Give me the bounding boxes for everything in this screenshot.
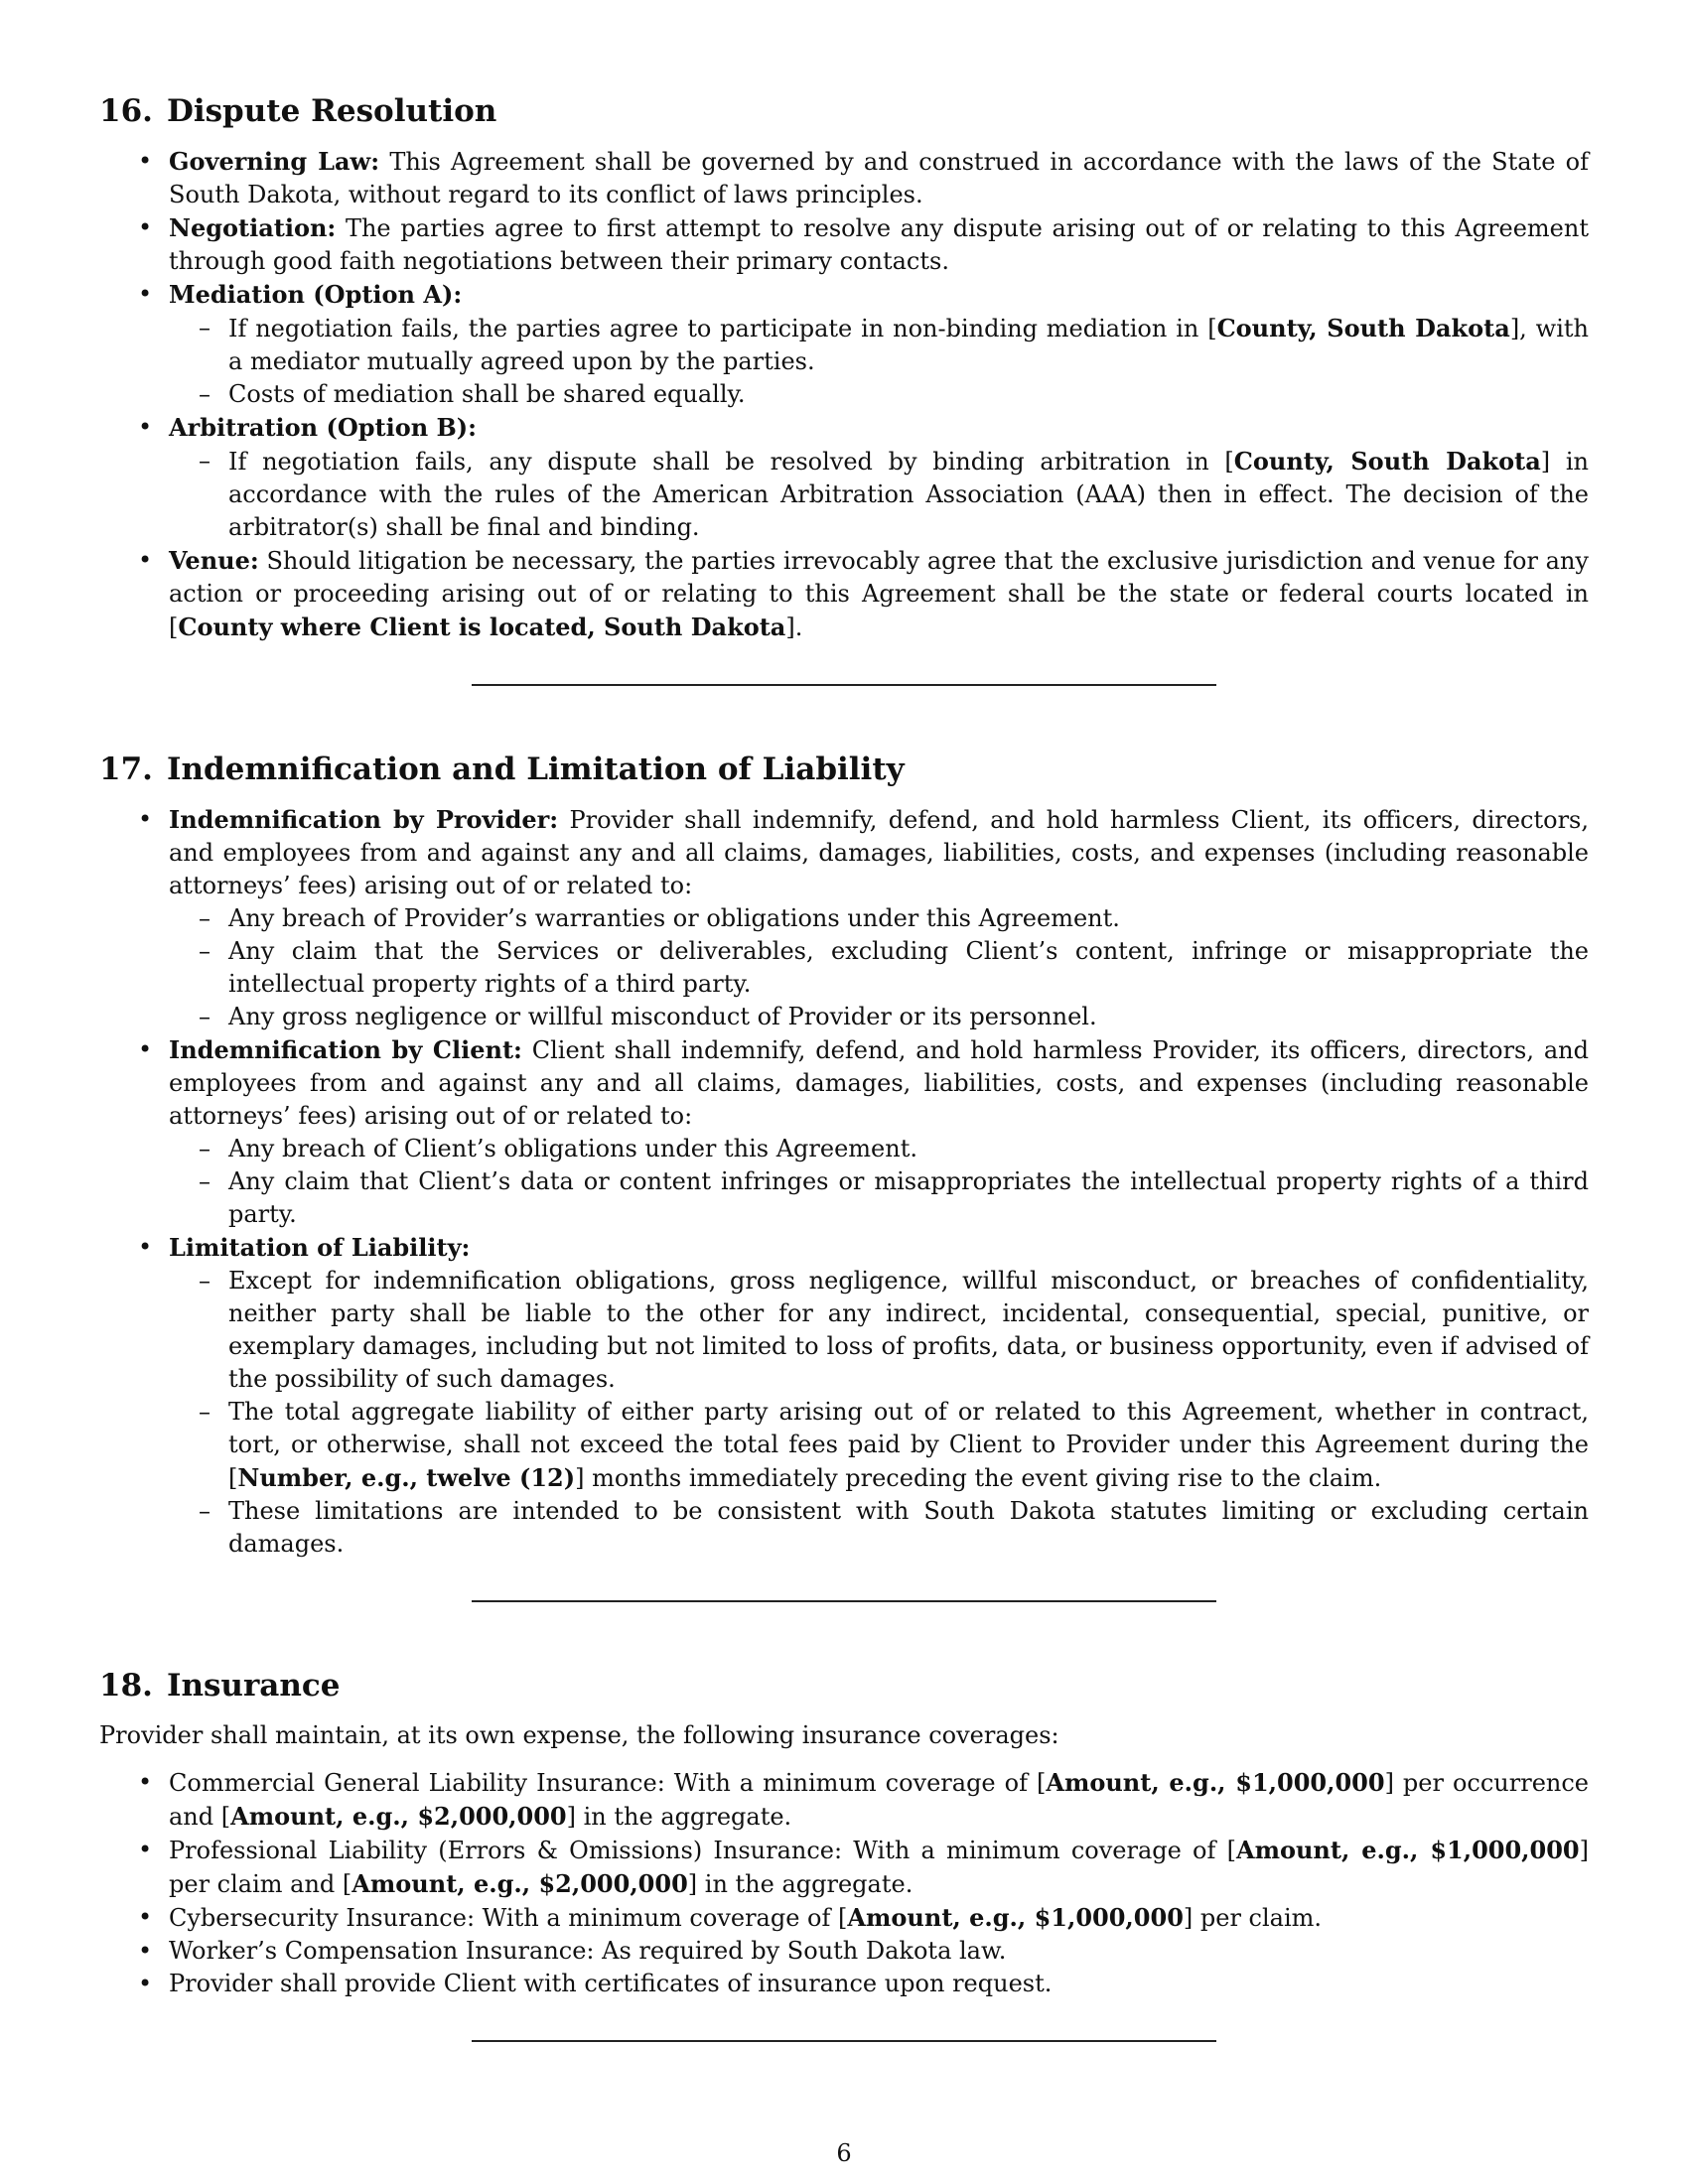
section-heading: 18. Insurance bbox=[99, 1668, 341, 1704]
sub-item: – Except for indemnification obligations, gross negligence, willful misconduct, or breaches of confidentiality, neither party shall be liable to the other for any indirect, incidental, consequential, special, punitive, or exemplary damages, including but not limited to loss of profits, data, or business opportunity, even if advised of the possibility of such damages. bbox=[169, 1265, 1589, 1396]
sub-list bbox=[169, 902, 1589, 1033]
section-divider bbox=[472, 684, 1216, 686]
section-intro: Provider shall maintain, at its own expense, the following insurance coverages: bbox=[99, 1721, 1059, 1749]
section-indemnification bbox=[99, 750, 1589, 1561]
section-dispute-resolution bbox=[99, 91, 1589, 644]
sub-list bbox=[169, 445, 1589, 544]
list-item-cgl-insurance: • Commercial General Liability Insurance: With a minimum coverage of [Amount, e.g., $1,000,000] per occurrence and [Amount, e.g., $2,000,000] in the aggregate. bbox=[99, 1766, 1589, 1834]
sub-list bbox=[169, 1265, 1589, 1561]
section-heading: 16. Dispute Resolution bbox=[99, 93, 497, 129]
list-item-indemnification-provider: • Indemnification by Provider: Provider shall indemnify, defend, and hold harmless Client, its officers, directors, and employees from and against any and all claims, damages, liabilities, costs, and expenses (including reasonable attorneys’ fees) arising out of or related to: – Any breach of Provider’s warranties or obligations under this Agreement. – Any claim that the Services or deliverables, excluding Client’s content, infringe or misappropriate the intellectual property rights of a third party. – Any gross negligence or willful misconduct of Provider or its personnel. bbox=[99, 803, 1589, 1033]
list-item-cybersecurity-insurance: • Cybersecurity Insurance: With a minimum coverage of [Amount, e.g., $1,000,000] per claim. bbox=[99, 1901, 1589, 1935]
sub-item: – Costs of mediation shall be shared equally. bbox=[169, 378, 1589, 411]
bullet-list bbox=[99, 803, 1589, 1561]
section-insurance bbox=[99, 1666, 1589, 2000]
list-item-venue: • Venue: Should litigation be necessary, the parties irrevocably agree that the exclusive jurisdiction and venue for any action or proceeding arising out of or relating to this Agreement shall be the state or federal courts located in [County where Client is located, South Dakota]. bbox=[99, 544, 1589, 644]
sub-item: – If negotiation fails, any dispute shall be resolved by binding arbitration in [County, South Dakota] in accordance with the rules of the American Arbitration Association (AAA) then in effect. The decision of the arbitrator(s) shall be final and binding. bbox=[169, 445, 1589, 544]
page-number: 6 bbox=[836, 2139, 852, 2167]
list-item-arbitration: • Arbitration (Option B): – If negotiation fails, any dispute shall be resolved by binding arbitration in [County, South Dakota] in accordance with the rules of the American Arbitration Association (AAA) then in effect. The decision of the arbitrator(s) shall be final and binding. bbox=[99, 411, 1589, 544]
sub-item: – If negotiation fails, the parties agree to participate in non-binding mediation in [County, South Dakota], with a mediator mutually agreed upon by the parties. bbox=[169, 312, 1589, 378]
sub-item: – Any breach of Provider’s warranties or obligations under this Agreement. bbox=[169, 902, 1589, 935]
list-item-negotiation: • Negotiation: The parties agree to first attempt to resolve any dispute arising out of or relating to this Agreement through good faith negotiations between their primary contacts. bbox=[99, 211, 1589, 278]
sub-item: – The total aggregate liability of either party arising out of or related to this Agreement, whether in contract, tort, or otherwise, shall not exceed the total fees paid by Client to Provider under this Agreement during the [Number, e.g., twelve (12)] months immediately preceding the event giving rise to the claim. bbox=[169, 1396, 1589, 1495]
list-item-limitation-of-liability: • Limitation of Liability: – Except for indemnification obligations, gross negligence, willful misconduct, or breaches of confidentiality, neither party shall be liable to the other for any indirect, incidental, consequential, special, punitive, or exemplary damages, including but not limited to loss of profits, data, or business opportunity, even if advised of the possibility of such damages. – The total aggregate liability of either party arising out of or related to this Agreement, whether in contract, tort, or otherwise, shall not exceed the total fees paid by Client to Provider under this Agreement during the [Number, e.g., twelve (12)] months immediately preceding the event giving rise to the claim. – These limitations are intended to be consistent with South Dakota statutes limiting or excluding certain damages. bbox=[99, 1231, 1589, 1561]
sub-list bbox=[169, 312, 1589, 411]
section-heading: 17. Indemnification and Limitation of Liability bbox=[99, 751, 905, 787]
list-item-mediation: • Mediation (Option A): – If negotiation fails, the parties agree to participate in non-binding mediation in [County, South Dakota], with a mediator mutually agreed upon by the parties. – Costs of mediation shall be shared equally. bbox=[99, 278, 1589, 411]
list-item-governing-law: • Governing Law: This Agreement shall be governed by and construed in accordance with the laws of the State of South Dakota, without regard to its conflict of laws principles. bbox=[99, 145, 1589, 211]
list-item-certificates: • Provider shall provide Client with certificates of insurance upon request. bbox=[99, 1968, 1589, 2000]
sub-item: – Any claim that the Services or deliverables, excluding Client’s content, infringe or misappropriate the intellectual property rights of a third party. bbox=[169, 935, 1589, 1001]
list-item-workers-compensation: • Worker’s Compensation Insurance: As required by South Dakota law. bbox=[99, 1935, 1589, 1968]
section-divider bbox=[472, 1600, 1216, 1602]
sub-item: – These limitations are intended to be consistent with South Dakota statutes limiting or excluding certain damages. bbox=[169, 1495, 1589, 1561]
list-item-professional-liability: • Professional Liability (Errors & Omissions) Insurance: With a minimum coverage of [Amount, e.g., $1,000,000] per claim and [Amount, e.g., $2,000,000] in the aggregate. bbox=[99, 1834, 1589, 1901]
sub-list bbox=[169, 1133, 1589, 1231]
section-divider bbox=[472, 2040, 1216, 2042]
bullet-list bbox=[99, 1766, 1589, 2000]
sub-item: – Any gross negligence or willful misconduct of Provider or its personnel. bbox=[169, 1001, 1589, 1033]
bullet-list bbox=[99, 145, 1589, 644]
sub-item: – Any breach of Client’s obligations under this Agreement. bbox=[169, 1133, 1589, 1165]
list-item-indemnification-client: • Indemnification by Client: Client shall indemnify, defend, and hold harmless Provider, its officers, directors, and employees from and against any and all claims, damages, liabilities, costs, and expenses (including reasonable attorneys’ fees) arising out of or related to: – Any breach of Client’s obligations under this Agreement. – Any claim that Client’s data or content infringes or misappropriates the intellectual property rights of a third party. bbox=[99, 1033, 1589, 1231]
document-page bbox=[99, 91, 1589, 2106]
sub-item: – Any claim that Client’s data or content infringes or misappropriates the intellectual property rights of a third party. bbox=[169, 1165, 1589, 1231]
